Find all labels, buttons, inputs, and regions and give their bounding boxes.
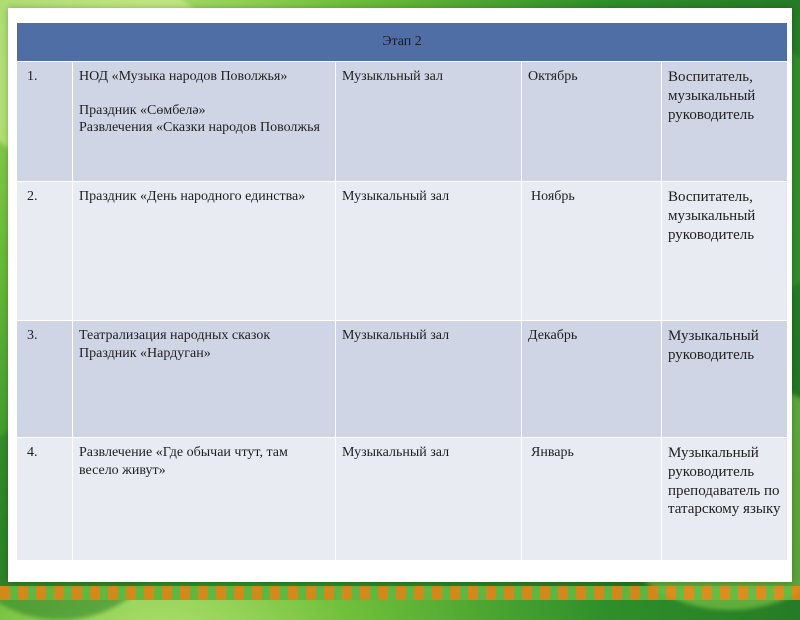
responsible-cell: Воспитатель, музыкальный руководитель (662, 182, 788, 321)
table-row (17, 62, 788, 182)
event-cell (73, 438, 336, 561)
table-row (17, 321, 788, 438)
table-header-row (17, 23, 788, 62)
responsible-cell: Воспитатель, музыкальный руководитель (662, 62, 788, 182)
table-row (17, 438, 788, 561)
stage-title: Этап 2 (17, 23, 788, 62)
responsible-cell: Музыкальный руководитель преподаватель по татарскому языку (662, 438, 788, 561)
table-row (17, 182, 788, 321)
place-cell: Музыкальный зал (336, 321, 522, 438)
event-line: НОД «Музыка народов Поволжья» (79, 69, 288, 84)
responsible-cell: Музыкальный руководитель (662, 321, 788, 438)
event-line: Театрализация народных сказок (79, 328, 271, 343)
event-line: Развлечения «Сказки народов Поволжья (79, 120, 320, 135)
event-cell (73, 321, 336, 438)
place-cell: Музыкальный зал (336, 182, 522, 321)
row-number: 2. (17, 182, 73, 321)
month-cell: Ноябрь (522, 182, 662, 321)
schedule-table (16, 22, 788, 561)
event-cell (73, 182, 336, 321)
event-line: Праздник «Нардуган» (79, 345, 211, 361)
month-cell: Октябрь (522, 62, 662, 182)
event-line: Праздник «Сөмбелә» (79, 102, 206, 118)
row-number: 1. (17, 62, 73, 182)
month-cell: Январь (522, 438, 662, 561)
event-cell (73, 62, 336, 182)
slide-page (8, 8, 792, 582)
place-cell: Музыкльный зал (336, 62, 522, 182)
event-line: Развлечение «Где обычаи чтут, там весело живут» (79, 445, 288, 478)
row-number: 4. (17, 438, 73, 561)
event-line: Праздник «День народного единства» (79, 189, 306, 204)
decorative-bottom-stripe (0, 586, 800, 600)
month-cell: Декабрь (522, 321, 662, 438)
place-cell: Музыкальный зал (336, 438, 522, 561)
row-number: 3. (17, 321, 73, 438)
